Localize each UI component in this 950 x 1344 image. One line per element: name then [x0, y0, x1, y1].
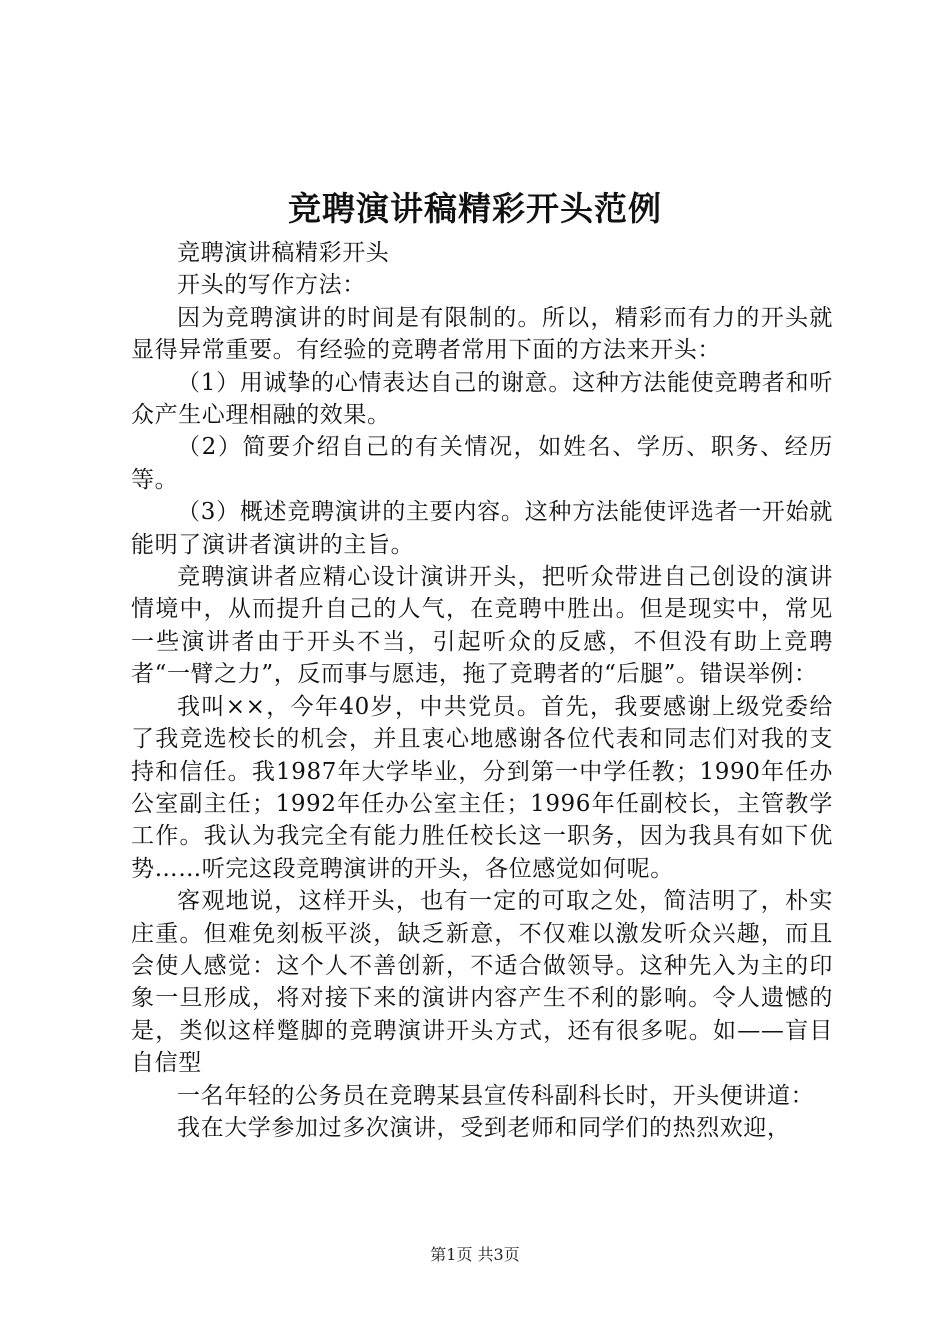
paragraph-method-2: （2）简要介绍自己的有关情况，如姓名、学历、职务、经历等。	[131, 434, 833, 493]
page-footer: 第1页 共3页	[430, 1245, 520, 1264]
paragraph-method-3: （3）概述竞聘演讲的主要内容。这种方法能使评选者一开始就能明了演讲者演讲的主旨。	[131, 499, 833, 558]
document-title: 竞聘演讲稿精彩开头范例	[288, 189, 662, 228]
paragraph-method-1: （1）用诚挚的心情表达自己的谢意。这种方法能使竞聘者和听众产生心理相融的效果。	[131, 369, 833, 429]
paragraph-design-advice: 竞聘演讲者应精心设计演讲开头，把听众带进自己创设的演讲情境中，从而提升自己的人气，在竞聘中胜出。但是现实中，常见一些演讲者由于开头不当，引起听众的反感，不但没有助上竞聘者“一臂之力”，反而事与愿违，拖了竞聘者的“后腿”。错误举例：	[131, 564, 833, 688]
document-body	[131, 237, 833, 1144]
paragraph-case-intro: 一名年轻的公务员在竞聘某县宣传科副科长时，开头便讲道：	[177, 1082, 815, 1109]
paragraph-subtitle: 竞聘演讲稿精彩开头	[177, 240, 390, 266]
paragraph-bad-example: 我叫××，今年40岁，中共党员。首先，我要感谢上级党委给了我竞选校长的机会，并且衷心地感谢各位代表和同志们对我的支持和信任。我1987年大学毕业，分到第一中学任教；1990年任办公室副主任；1992年任办公室主任；1996年任副校长，主管教学工作。我认为我完全有能力胜任校长这一职务，因为我具有如下优势……听完这段竞聘演讲的开头，各位感觉如何呢。	[131, 693, 833, 882]
paragraph-analysis: 客观地说，这样开头，也有一定的可取之处，简洁明了，朴实庄重。但难免刻板平淡，缺乏新意，不仅难以激发听众兴趣，而且会使人感觉：这个人不善创新，不适合做领导。这种先入为主的印象一旦形成，将对接下来的演讲内容产生不利的影响。令人遗憾的是，类似这样蹩脚的竞聘演讲开头方式，还有很多呢。如——盲目自信型	[131, 888, 833, 1077]
paragraph-case-quote: 我在大学参加过多次演讲，受到老师和同学们的热烈欢迎，	[177, 1114, 791, 1141]
paragraph-method-heading: 开头的写作方法：	[177, 272, 366, 299]
paragraph-intro: 因为竞聘演讲的时间是有限制的。所以，精彩而有力的开头就显得异常重要。有经验的竞聘者常用下面的方法来开头：	[131, 304, 833, 364]
